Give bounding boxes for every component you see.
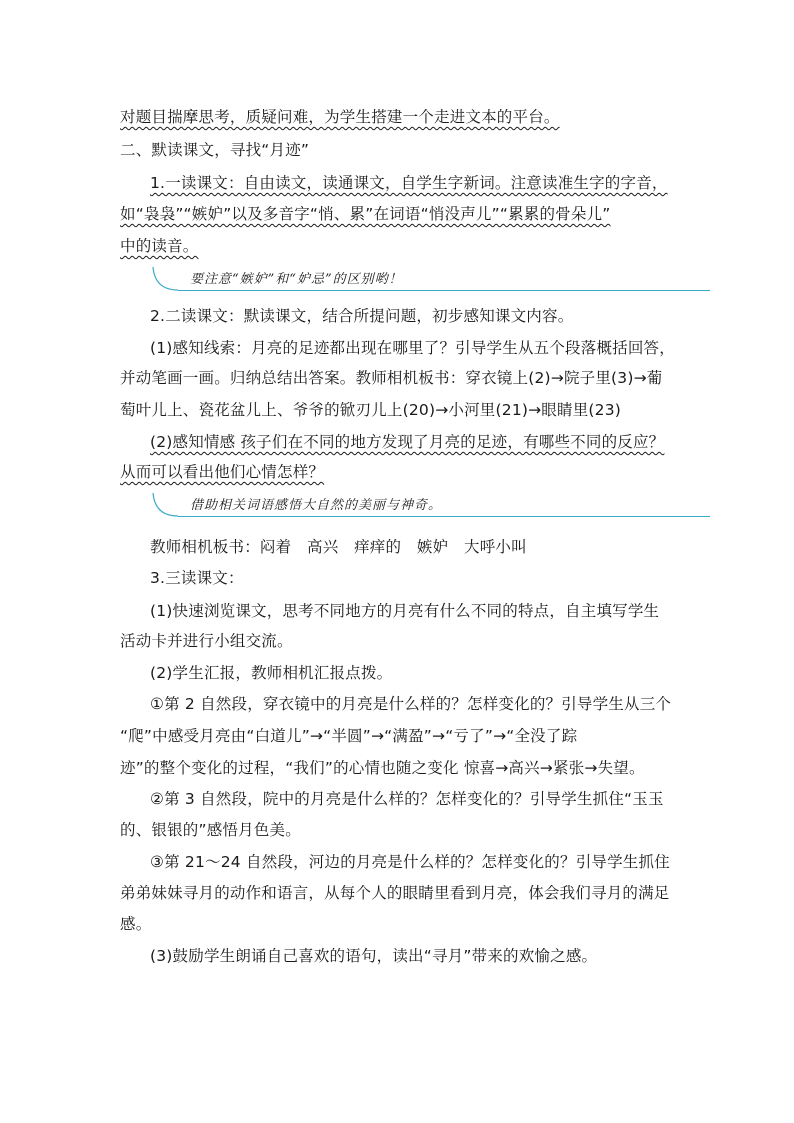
margin-note-text: 要注意“嫉妒”和“妒忌”的区别哟！ [190,272,403,287]
note-underline [178,290,710,291]
paragraph-line: 对题目揣摩思考，质疑问难，为学生搭建一个走进文本的平台。 [120,108,560,126]
paragraph-line: 3.三读课文： [150,569,244,587]
paragraph-line: (2)感知情感 孩子们在不同的地方发现了月亮的足迹，有哪些不同的反应？ [150,433,665,451]
paragraph-line: (3)鼓励学生朗诵自己喜欢的语句，读出“寻月”带来的欢愉之感。 [150,947,598,965]
paragraph-line: 如“袅袅”“嫉妒”以及多音字“悄、累”在词语“悄没声儿”“累累的骨朵儿” [120,205,611,223]
note-curve-icon [150,490,190,524]
paragraph-line: 弟弟妹妹寻月的动作和语言，从每个人的眼睛里看到月亮，体会我们寻月的满足 [120,884,670,902]
paragraph-line: (1)快速浏览课文，思考不同地方的月亮有什么不同的特点，自主填写学生 [150,602,660,620]
paragraph-line: 的、银银的”感悟月色美。 [120,821,301,839]
paragraph-line: (2)学生汇报，教师相机汇报点拨。 [150,664,393,682]
margin-note [150,490,710,524]
paragraph-line: ①第 2 自然段，穿衣镜中的月亮是什么样的？怎样变化的？引导学生从三个 [150,695,672,713]
paragraph-line: 迹”的整个变化的过程，“我们”的心情也随之变化 惊喜→高兴→紧张→失望。 [120,759,645,777]
paragraph-line: 并动笔画一画。归纳总结出答案。教师相机板书：穿衣镜上(2)→院子里(3)→葡 [120,369,663,387]
paragraph-line: ③第 21～24 自然段，河边的月亮是什么样的？怎样变化的？引导学生抓住 [150,853,670,871]
paragraph-line: “爬”中感受月亮由“白道儿”→“半圆”→“满盈”→“亏了”→“全没了踪 [120,727,578,745]
paragraph-line: 萄叶儿上、瓷花盆儿上、爷爷的锨刃儿上(20)→小河里(21)→眼睛里(23) [120,401,622,419]
paragraph-line: 2.二读课文：默读课文，结合所提问题，初步感知课文内容。 [150,307,574,325]
paragraph-line: ②第 3 自然段，院中的月亮是什么样的？怎样变化的？引导学生抓住“玉玉 [150,790,664,808]
note-curve-icon [150,264,190,298]
paragraph-line: 中的读音。 [120,237,199,255]
paragraph-line: 教师相机板书：闷着 高兴 痒痒的 嫉妒 大呼小叫 [150,538,527,556]
paragraph-line: (1)感知线索：月亮的足迹都出现在哪里了？引导学生从五个段落概括回答， [150,339,675,357]
section-heading: 二、默读课文，寻找“月迹” [120,141,310,159]
margin-note [150,264,710,298]
note-underline [178,516,710,517]
margin-note-text: 借助相关词语感悟大自然的美丽与神奇。 [190,498,443,513]
paragraph-line: 活动卡并进行小组交流。 [120,632,293,650]
paragraph-line: 感。 [120,915,152,933]
paragraph-line: 从而可以看出他们心情怎样？ [120,463,325,481]
paragraph-line: 1.一读课文：自由读文，读通课文，自学生字新词。注意读准生字的字音， [150,174,668,192]
